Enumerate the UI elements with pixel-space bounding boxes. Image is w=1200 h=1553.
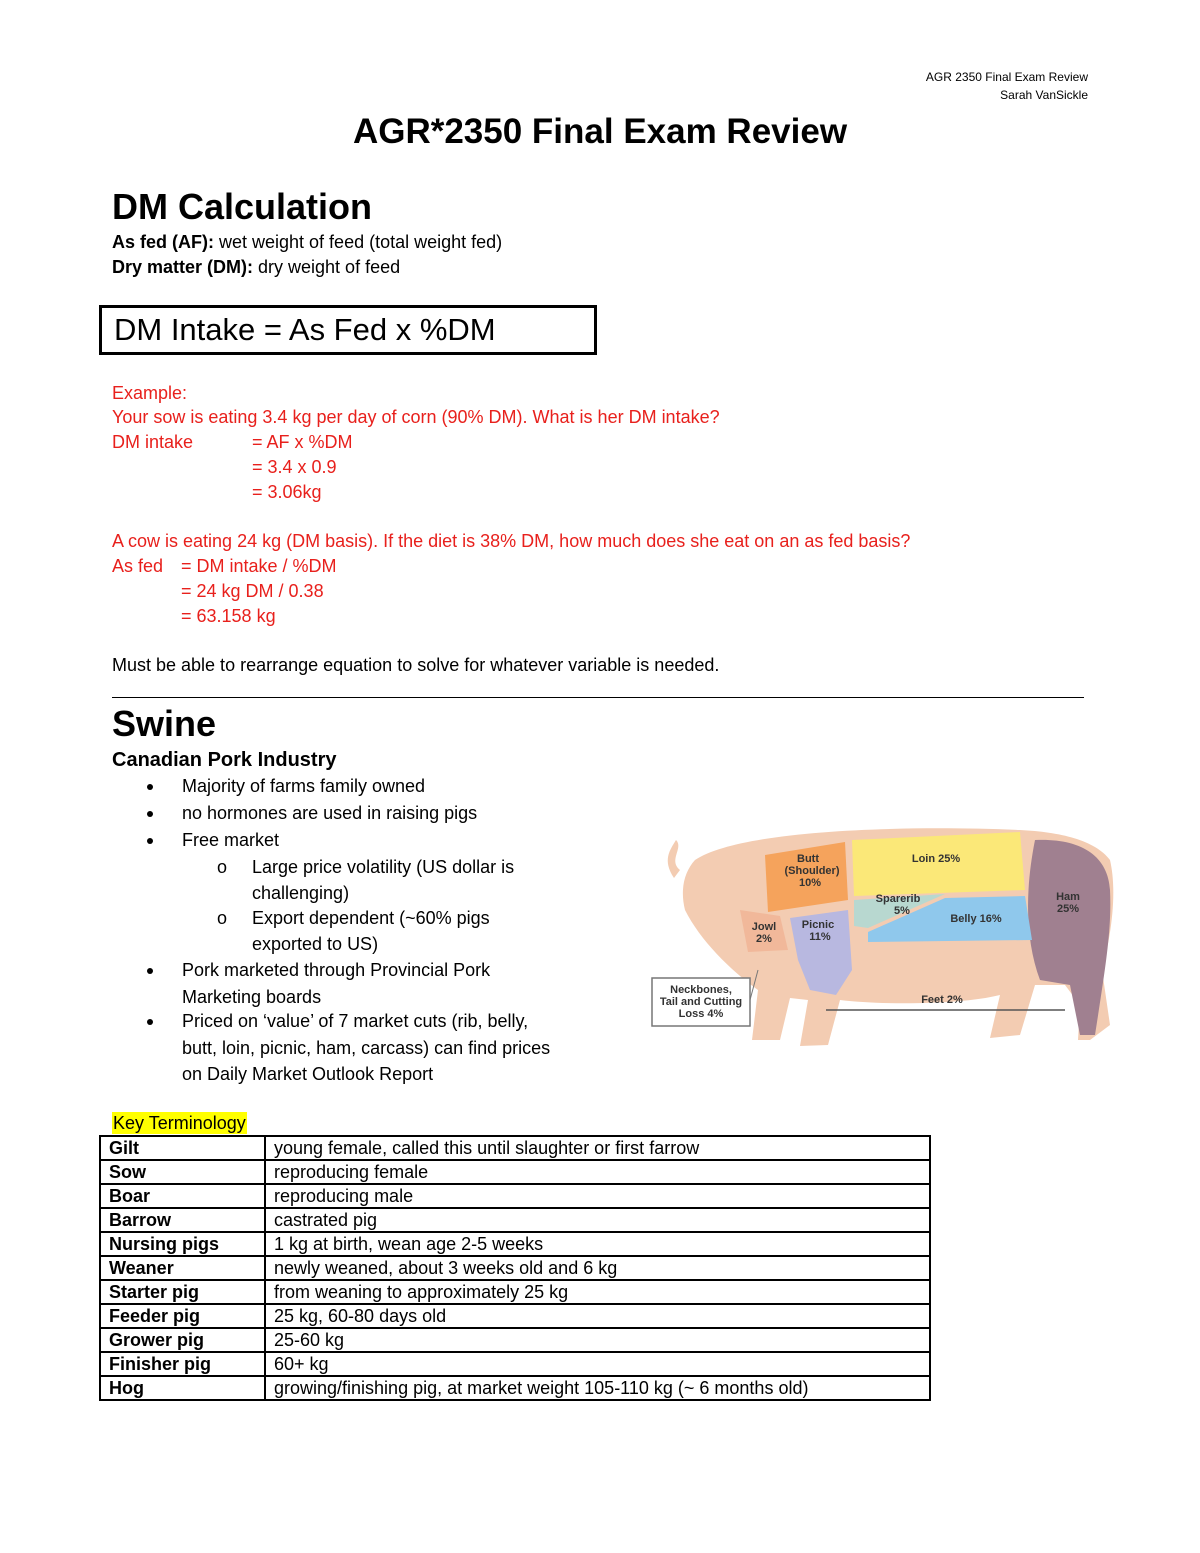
- sub-bullet-item: challenging): [252, 883, 350, 903]
- sub-bullet-item: Large price volatility (US dollar is: [252, 857, 515, 877]
- term-cell: Gilt: [100, 1136, 265, 1160]
- table-row: [100, 1280, 930, 1304]
- sub-bullet-marker: o: [217, 908, 228, 928]
- example1-question: Your sow is eating 3.4 kg per day of corn (90% DM). What is her DM intake?: [112, 407, 720, 427]
- def-desc: wet weight of feed (total weight fed): [214, 232, 503, 252]
- key-terminology-label: Key Terminology: [113, 1113, 246, 1133]
- label-butt-pct: 10%: [798, 877, 822, 889]
- label-picnic-pct: 11%: [809, 931, 831, 943]
- label-loin: Loin 25%: [911, 853, 961, 865]
- example-label: Example:: [112, 383, 188, 403]
- table-row: [100, 1352, 930, 1376]
- bullet-dot: [147, 811, 153, 817]
- bullet-item: Majority of farms family owned: [182, 776, 426, 796]
- bullet-item: butt, loin, picnic, ham, carcass) can find prices: [182, 1038, 551, 1058]
- table-row: [100, 1376, 930, 1400]
- table-row: [100, 1208, 930, 1232]
- label-sparerib: Sparerib: [875, 893, 921, 905]
- bullet-dot: [147, 1019, 153, 1025]
- label-butt-extra: (Shoulder): [784, 865, 840, 877]
- sub-bullet-item: exported to US): [252, 934, 379, 954]
- terminology-table: [99, 1135, 931, 1401]
- label-ham: Ham: [1056, 891, 1080, 903]
- swine-heading: Swine: [112, 703, 217, 744]
- label-butt: Butt: [797, 853, 819, 865]
- term-cell: Hog: [100, 1376, 265, 1400]
- definition-cell: newly weaned, about 3 weeks old and 6 kg: [265, 1256, 930, 1280]
- bullet-item: Free market: [182, 830, 280, 850]
- header-course: AGR 2350 Final Exam Review: [925, 70, 1088, 84]
- header-author: Sarah VanSickle: [1000, 88, 1088, 102]
- sub-bullet-marker: o: [217, 857, 228, 877]
- table-row: [100, 1184, 930, 1208]
- example2-step: = DM intake / %DM: [181, 556, 337, 576]
- bullet-dot: [147, 838, 153, 844]
- neckbones-line: Tail and Cutting: [659, 996, 743, 1008]
- table-row: [100, 1304, 930, 1328]
- bullet-item: no hormones are used in raising pigs: [182, 803, 478, 823]
- example2-step: = 63.158 kg: [181, 606, 276, 626]
- term-cell: Boar: [100, 1184, 265, 1208]
- definition-cell: 25-60 kg: [265, 1328, 930, 1352]
- definition-cell: reproducing female: [265, 1160, 930, 1184]
- example1-step: = 3.4 x 0.9: [252, 457, 337, 477]
- table-row: [100, 1256, 930, 1280]
- rearrange-note: Must be able to rearrange equation to solve for whatever variable is needed.: [112, 655, 720, 675]
- swine-subheading: Canadian Pork Industry: [112, 749, 337, 771]
- definition-cell: castrated pig: [265, 1208, 930, 1232]
- table-row: [100, 1328, 930, 1352]
- neckbones-line: Neckbones,: [670, 984, 732, 996]
- label-ham-pct: 25%: [1056, 903, 1080, 915]
- label-sparerib-pct: 5%: [894, 905, 910, 917]
- term-cell: Weaner: [100, 1256, 265, 1280]
- example1-lhs: DM intake: [112, 432, 194, 452]
- term-cell: Feeder pig: [100, 1304, 265, 1328]
- label-picnic: Picnic: [801, 919, 835, 931]
- definition-cell: 60+ kg: [265, 1352, 930, 1376]
- def-term: As fed (AF):: [112, 232, 214, 252]
- term-cell: Starter pig: [100, 1280, 265, 1304]
- def-as-fed: [112, 230, 502, 255]
- page-title: AGR*2350 Final Exam Review: [352, 112, 848, 151]
- example1-step: = 3.06kg: [252, 482, 322, 502]
- definition-cell: growing/finishing pig, at market weight 105-110 kg (~ 6 months old): [265, 1376, 930, 1400]
- term-cell: Barrow: [100, 1208, 265, 1232]
- term-cell: Finisher pig: [100, 1352, 265, 1376]
- table-row: [100, 1232, 930, 1256]
- table-row: [100, 1136, 930, 1160]
- example2-lhs: As fed: [112, 556, 164, 576]
- bullet-dot: [147, 784, 153, 790]
- label-jowl: Jowl: [751, 921, 777, 933]
- bullet-item: on Daily Market Outlook Report: [182, 1064, 434, 1084]
- term-cell: Nursing pigs: [100, 1232, 265, 1256]
- bullet-dot: [147, 968, 153, 974]
- def-term: Dry matter (DM):: [112, 257, 254, 277]
- table-row: [100, 1160, 930, 1184]
- def-desc: dry weight of feed: [253, 257, 401, 277]
- label-jowl-pct: 2%: [756, 933, 772, 945]
- definition-cell: 1 kg at birth, wean age 2-5 weeks: [265, 1232, 930, 1256]
- bullet-item: Priced on ‘value’ of 7 market cuts (rib, belly,: [182, 1011, 529, 1031]
- bullet-item: Marketing boards: [182, 987, 322, 1007]
- label-belly: Belly 16%: [950, 913, 1002, 925]
- example2-question: A cow is eating 24 kg (DM basis). If the diet is 38% DM, how much does she eat on an as fed basis?: [112, 531, 911, 551]
- example1-step: = AF x %DM: [252, 432, 353, 452]
- def-dry-matter: [112, 255, 400, 280]
- formula-box: DM Intake = As Fed x %DM: [99, 305, 597, 355]
- neckbones-line: Loss 4%: [678, 1008, 724, 1020]
- term-cell: Grower pig: [100, 1328, 265, 1352]
- definition-cell: reproducing male: [265, 1184, 930, 1208]
- example2-step: = 24 kg DM / 0.38: [181, 581, 324, 601]
- bullet-item: Pork marketed through Provincial Pork: [182, 960, 491, 980]
- dm-heading: DM Calculation: [112, 186, 373, 227]
- pork-cuts-diagram: [640, 800, 1145, 1062]
- section-divider: [112, 697, 1084, 698]
- label-feet: Feet 2%: [921, 994, 963, 1006]
- sub-bullet-item: Export dependent (~60% pigs: [252, 908, 490, 928]
- definition-cell: young female, called this until slaughter or first farrow: [265, 1136, 930, 1160]
- term-cell: Sow: [100, 1160, 265, 1184]
- definition-cell: 25 kg, 60-80 days old: [265, 1304, 930, 1328]
- definition-cell: from weaning to approximately 25 kg: [265, 1280, 930, 1304]
